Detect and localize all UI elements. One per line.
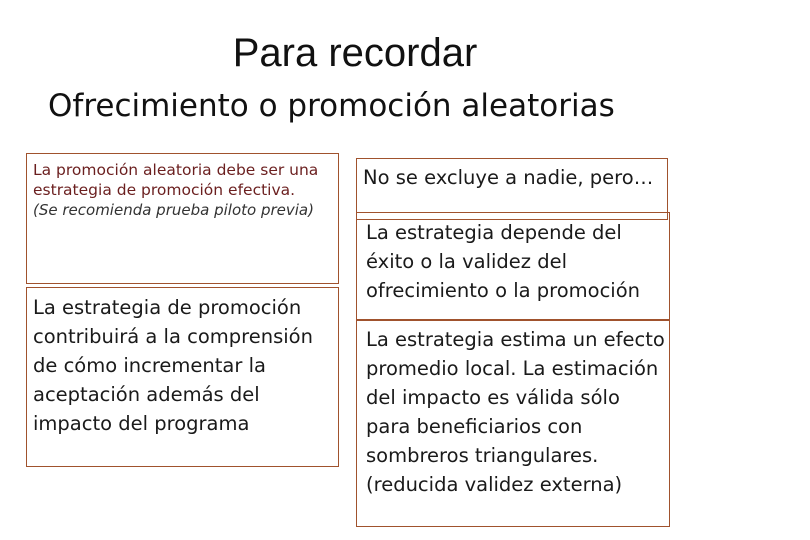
box-right-bottom-text: La estrategia estima un efecto promedio local. La estimación del impacto es válida sólo para beneficiarios con sombreros triangulares. (reducida validez externa) bbox=[366, 328, 665, 496]
box-left-bottom-text: La estrategia de promoción contribuirá a la comprensión de cómo incrementar la aceptación además del impacto del programa bbox=[33, 296, 313, 435]
box-left-top-text bbox=[33, 160, 333, 220]
slide-subtitle: Ofrecimiento o promoción aleatorias bbox=[48, 88, 615, 124]
box-right-middle-text: La estrategia depende del éxito o la validez del ofrecimiento o la promoción bbox=[366, 221, 641, 302]
box-left-top-note: (Se recomienda prueba piloto previa) bbox=[33, 201, 314, 219]
slide-title: Para recordar bbox=[232, 31, 478, 75]
box-right-top-text: No se excluye a nadie, pero… bbox=[363, 166, 654, 189]
box-left-top-statement: La promoción aleatoria debe ser una estrategia de promoción efectiva. bbox=[33, 161, 319, 199]
